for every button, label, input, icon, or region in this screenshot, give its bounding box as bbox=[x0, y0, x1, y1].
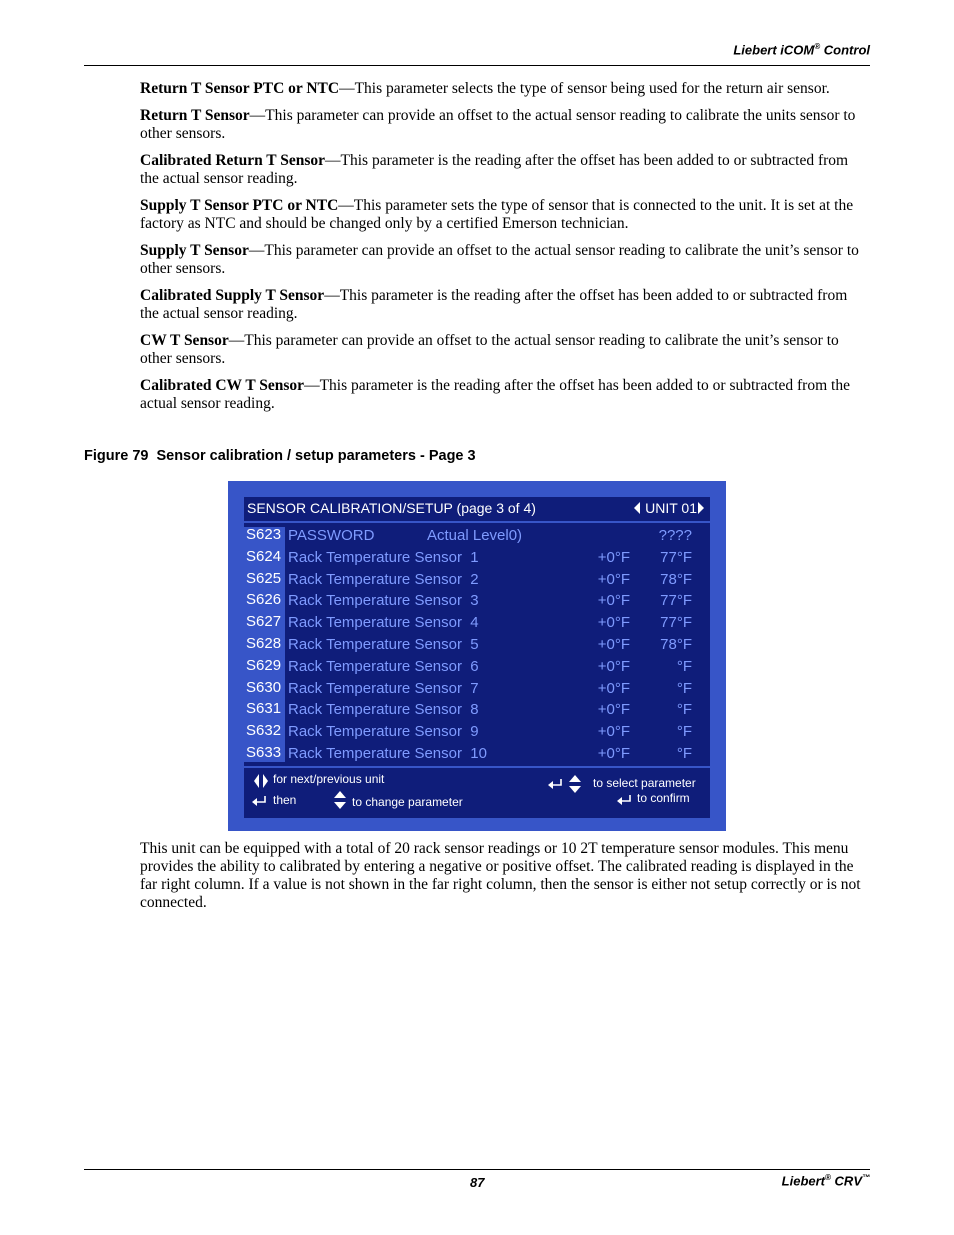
offset-value[interactable]: +0°F bbox=[597, 679, 630, 697]
offset-value[interactable]: +0°F bbox=[597, 745, 630, 762]
up-down-arrows-icon bbox=[333, 790, 347, 813]
parameter-code: S630 bbox=[246, 678, 282, 696]
parameter-name: Rack Temperature Sensor 7 bbox=[288, 679, 479, 697]
enter-icon bbox=[547, 778, 563, 793]
parameter-code: S631 bbox=[246, 700, 282, 718]
enter-icon bbox=[616, 794, 632, 809]
calibrated-value: 77°F bbox=[660, 548, 692, 566]
parameter-code: S632 bbox=[246, 722, 282, 740]
unit-selector[interactable] bbox=[634, 500, 704, 516]
parameter-row-password[interactable] bbox=[244, 526, 710, 548]
bottom-paragraph: This unit can be equipped with a total of 20 rack sensor readings or 10 2T temperature sensor modules. This menu provides the ability to calibrated by entering a negative or positive offset. The calibrated reading is displayed in the far right column. If a value is not shown in the far right column, then the sensor is either not setup correctly or is not connected. bbox=[140, 840, 861, 911]
paragraph: Return T Sensor PTC or NTC—This parameter selects the type of sensor being used for the return air sensor. bbox=[140, 80, 830, 97]
offset-value[interactable]: +0°F bbox=[597, 723, 630, 741]
parameter-code: S625 bbox=[246, 569, 282, 587]
enter-icon bbox=[251, 795, 267, 810]
offset-value[interactable]: +0°F bbox=[597, 592, 630, 610]
calibrated-value: °F bbox=[676, 657, 692, 675]
left-right-arrows-icon bbox=[253, 773, 269, 792]
parameter-name: Rack Temperature Sensor 10 bbox=[288, 745, 487, 762]
parameter-name: PASSWORD bbox=[288, 527, 375, 544]
icom-screen bbox=[228, 481, 726, 831]
parameter-row[interactable] bbox=[244, 657, 710, 679]
up-down-arrows-icon bbox=[568, 774, 582, 797]
figure-caption: Figure 79 Sensor calibration / setup parameters - Page 3 bbox=[84, 448, 476, 464]
parameter-descriptions bbox=[140, 80, 870, 422]
paragraph: Calibrated Supply T Sensor—This parameter is the reading after the offset has been added to or subtracted from the actual sensor reading. bbox=[140, 287, 848, 322]
calibrated-value: °F bbox=[676, 723, 692, 741]
parameter-code: S626 bbox=[246, 591, 282, 609]
unit-label: UNIT 01 bbox=[645, 500, 697, 516]
parameter-code: S624 bbox=[246, 547, 282, 565]
parameter-code: S628 bbox=[246, 635, 282, 652]
parameter-row[interactable] bbox=[244, 570, 710, 592]
arrow-left-icon[interactable] bbox=[634, 502, 640, 514]
parameter-name: Rack Temperature Sensor 9 bbox=[288, 723, 479, 741]
paragraph: Supply T Sensor PTC or NTC—This parameter sets the type of sensor that is connected to the unit. It is set at the factory as NTC and should be changed only by a certified Emerson technician. bbox=[140, 197, 854, 232]
paragraph: Return T Sensor—This parameter can provide an offset to the actual sensor reading to calibrate the units sensor to other sensors. bbox=[140, 107, 856, 142]
offset-value[interactable]: +0°F bbox=[597, 636, 630, 653]
help-next-prev: for next/previous unit bbox=[273, 772, 385, 786]
parameter-row[interactable] bbox=[244, 722, 710, 744]
parameter-row[interactable] bbox=[244, 679, 710, 701]
help-change-parameter: to change parameter bbox=[352, 795, 463, 809]
offset-value[interactable]: +0°F bbox=[597, 657, 630, 675]
page-number: 87 bbox=[470, 1175, 485, 1190]
calibrated-value: °F bbox=[676, 679, 692, 697]
parameter-code: S629 bbox=[246, 656, 282, 674]
offset-value[interactable]: +0°F bbox=[597, 701, 630, 719]
header-rule bbox=[84, 65, 870, 66]
password-level: Actual Level0) bbox=[427, 527, 523, 544]
calibrated-value: 77°F bbox=[660, 592, 692, 610]
screen-title-bar bbox=[244, 497, 710, 521]
offset-value[interactable]: +0°F bbox=[597, 570, 630, 588]
parameter-name: Rack Temperature Sensor 2 bbox=[288, 570, 479, 588]
paragraph: Supply T Sensor—This parameter can provide an offset to the actual sensor reading to calibrate the unit’s sensor to other sensors. bbox=[140, 242, 859, 277]
parameter-row[interactable] bbox=[244, 744, 710, 766]
footer-rule bbox=[84, 1169, 870, 1170]
parameter-row[interactable] bbox=[244, 548, 710, 570]
calibrated-value: 78°F bbox=[660, 570, 692, 588]
calibrated-value: °F bbox=[676, 745, 692, 762]
arrow-right-icon[interactable] bbox=[698, 502, 704, 514]
parameter-name: Rack Temperature Sensor 3 bbox=[288, 592, 479, 610]
help-confirm: to confirm bbox=[637, 791, 690, 805]
paragraph: CW T Sensor—This parameter can provide an offset to the actual sensor reading to calibrate the unit’s sensor to other sensors. bbox=[140, 332, 839, 367]
parameter-name: Rack Temperature Sensor 6 bbox=[288, 657, 479, 675]
parameter-row[interactable] bbox=[244, 591, 710, 613]
paragraph: Calibrated CW T Sensor—This parameter is the reading after the offset has been added to or subtracted from the actual sensor reading. bbox=[140, 377, 850, 412]
footer-title: Liebert® CRV™ bbox=[781, 1173, 870, 1189]
parameter-row[interactable] bbox=[244, 700, 710, 722]
offset-value[interactable]: +0°F bbox=[597, 614, 630, 632]
help-select-parameter: to select parameter bbox=[593, 776, 696, 790]
parameter-code: S623 bbox=[246, 526, 282, 543]
parameter-code: S627 bbox=[246, 613, 282, 631]
help-then: then bbox=[273, 793, 297, 807]
calibrated-value: 77°F bbox=[660, 614, 692, 632]
paragraph: Calibrated Return T Sensor—This parameter is the reading after the offset has been added to or subtracted from the actual sensor reading. bbox=[140, 152, 849, 187]
screen-title: SENSOR CALIBRATION/SETUP (page 3 of 4) bbox=[247, 500, 536, 516]
screen-help-bar bbox=[244, 768, 710, 818]
offset-value[interactable]: +0°F bbox=[597, 548, 630, 566]
parameter-row[interactable] bbox=[244, 635, 710, 657]
parameter-name: Rack Temperature Sensor 8 bbox=[288, 701, 479, 719]
header-title: Liebert iCOM® Control bbox=[733, 42, 870, 58]
parameter-name: Rack Temperature Sensor 4 bbox=[288, 614, 479, 632]
calibrated-value: °F bbox=[676, 701, 692, 719]
parameter-code: S633 bbox=[246, 744, 282, 761]
parameter-name: Rack Temperature Sensor 1 bbox=[288, 548, 479, 566]
password-value[interactable]: ???? bbox=[658, 527, 692, 544]
parameter-list bbox=[244, 523, 710, 766]
calibrated-value: 78°F bbox=[660, 636, 692, 653]
parameter-row[interactable] bbox=[244, 613, 710, 635]
parameter-name: Rack Temperature Sensor 5 bbox=[288, 636, 479, 653]
